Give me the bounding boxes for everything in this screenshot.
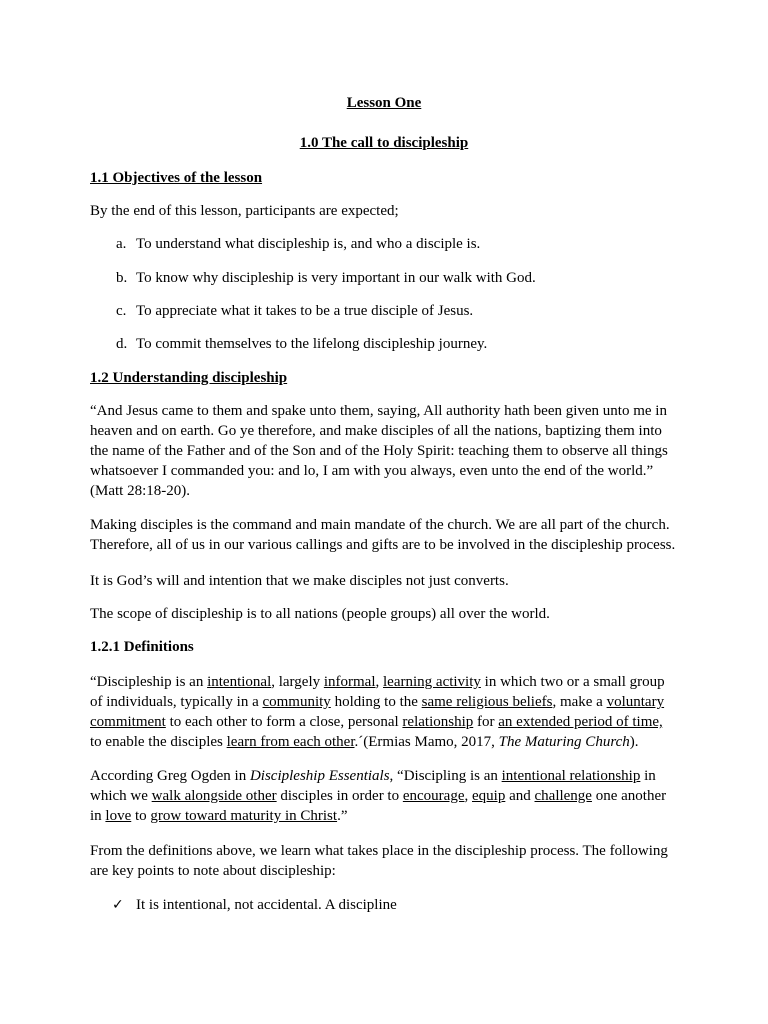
book-title: The Maturing Church	[498, 734, 630, 750]
objective-item	[116, 268, 696, 288]
check-item-text: It is intentional, not accidental. A discipline	[136, 897, 397, 913]
text-run: ).	[629, 734, 639, 750]
text-run: of individuals, typically in a	[90, 694, 263, 710]
text-run: , make a	[552, 694, 607, 710]
underlined-term: grow toward maturity in Christ	[150, 808, 338, 824]
quote-line: the name of the Father and of the Son and of the Holy Spirit: teaching them to observe all things	[90, 443, 668, 459]
paragraph-line	[90, 732, 700, 752]
paragraph-line	[90, 786, 700, 806]
text-run: to each other to form a close, personal	[165, 714, 403, 730]
text-run: disciples in order to	[276, 788, 403, 804]
list-marker: b.	[116, 270, 128, 286]
text-run: ,	[375, 674, 384, 690]
underlined-term: commitment	[90, 714, 166, 730]
text-run: , “Discipling is an	[389, 768, 502, 784]
text-run: in	[90, 808, 106, 824]
quote-line: “And Jesus came to them and spake unto them, saying, All authority hath been given unto me in	[90, 403, 667, 419]
underlined-term: intentional relationship	[501, 768, 641, 784]
paragraph-line: From the definitions above, we learn what takes place in the discipleship process. The following	[90, 843, 668, 859]
quote-line: whatsoever I commanded you: and lo, I am with you always, even unto the end of the world.”	[90, 463, 654, 479]
quote-line: (Matt 28:18-20).	[90, 483, 190, 499]
will-paragraph: It is God’s will and intention that we make disciples not just converts.	[90, 573, 509, 589]
text-run: , largely	[271, 674, 324, 690]
paragraph-line	[90, 766, 700, 786]
text-run: .´(Ermias Mamo, 2017,	[354, 734, 499, 750]
text-run: for	[473, 714, 499, 730]
underlined-term: challenge	[534, 788, 592, 804]
paragraph-line: Making disciples is the command and main mandate of the church. We are all part of the church.	[90, 517, 670, 533]
definition-paragraph-1	[90, 672, 700, 752]
list-marker: a.	[116, 236, 127, 252]
underlined-term: encourage	[402, 788, 465, 804]
check-list-item	[112, 895, 692, 915]
underlined-term: informal	[323, 674, 376, 690]
text-run: in which two or a small group	[480, 674, 665, 690]
key-points-intro	[90, 841, 700, 881]
section-title: 1.0 The call to discipleship	[299, 135, 469, 151]
objective-item	[116, 334, 696, 354]
text-run: .”	[337, 808, 348, 824]
scripture-quote	[90, 401, 690, 501]
paragraph-line: Therefore, all of us in our various callings and gifts are to be involved in the discipleship process.	[90, 537, 676, 553]
objective-text: To appreciate what it takes to be a true disciple of Jesus.	[136, 303, 474, 319]
text-run: to enable the disciples	[90, 734, 227, 750]
underlined-term: relationship	[402, 714, 474, 730]
underlined-term: an extended period of time,	[498, 714, 663, 730]
text-run: “Discipleship is an	[90, 674, 208, 690]
paragraph-line	[90, 806, 700, 826]
paragraph-line: are key points to note about discipleship:	[90, 863, 336, 879]
underlined-term: same religious beliefs	[421, 694, 553, 710]
text-run: ,	[464, 788, 472, 804]
list-marker: c.	[116, 303, 127, 319]
understanding-heading: 1.2 Understanding discipleship	[90, 370, 288, 386]
underlined-term: equip	[472, 788, 506, 804]
objective-text: To understand what discipleship is, and who a disciple is.	[136, 236, 481, 252]
checkmark-icon: ✓	[112, 897, 124, 913]
paragraph-line	[90, 692, 700, 712]
underlined-term: walk alongside other	[151, 788, 277, 804]
book-title: Discipleship Essentials	[249, 768, 390, 784]
text-run: which we	[90, 788, 152, 804]
mandate-paragraph	[90, 515, 690, 555]
definition-paragraph-2	[90, 766, 700, 826]
lesson-title: Lesson One	[346, 95, 422, 111]
text-run: to	[131, 808, 151, 824]
underlined-term: community	[262, 694, 331, 710]
text-run: in	[640, 768, 656, 784]
list-marker: d.	[116, 336, 128, 352]
objectives-heading: 1.1 Objectives of the lesson	[90, 170, 263, 186]
text-run: According Greg Ogden in	[90, 768, 250, 784]
definitions-heading: 1.2.1 Definitions	[90, 639, 194, 655]
objective-text: To know why discipleship is very important in our walk with God.	[136, 270, 536, 286]
scope-paragraph: The scope of discipleship is to all nations (people groups) all over the world.	[90, 606, 550, 622]
objective-item	[116, 234, 696, 254]
objectives-intro: By the end of this lesson, participants are expected;	[90, 203, 399, 219]
text-run: one another	[591, 788, 667, 804]
underlined-term: love	[105, 808, 132, 824]
underlined-term: learning activity	[383, 674, 481, 690]
objective-item	[116, 301, 696, 321]
underlined-term: intentional	[207, 674, 272, 690]
paragraph-line	[90, 712, 700, 732]
quote-line: heaven and on earth. Go ye therefore, and make disciples of all the nations, baptizing them into	[90, 423, 662, 439]
underlined-term: voluntary	[606, 694, 665, 710]
paragraph-line	[90, 672, 700, 692]
text-run: and	[505, 788, 535, 804]
text-run: holding to the	[330, 694, 422, 710]
underlined-term: learn from each other	[226, 734, 355, 750]
objective-text: To commit themselves to the lifelong discipleship journey.	[136, 336, 488, 352]
